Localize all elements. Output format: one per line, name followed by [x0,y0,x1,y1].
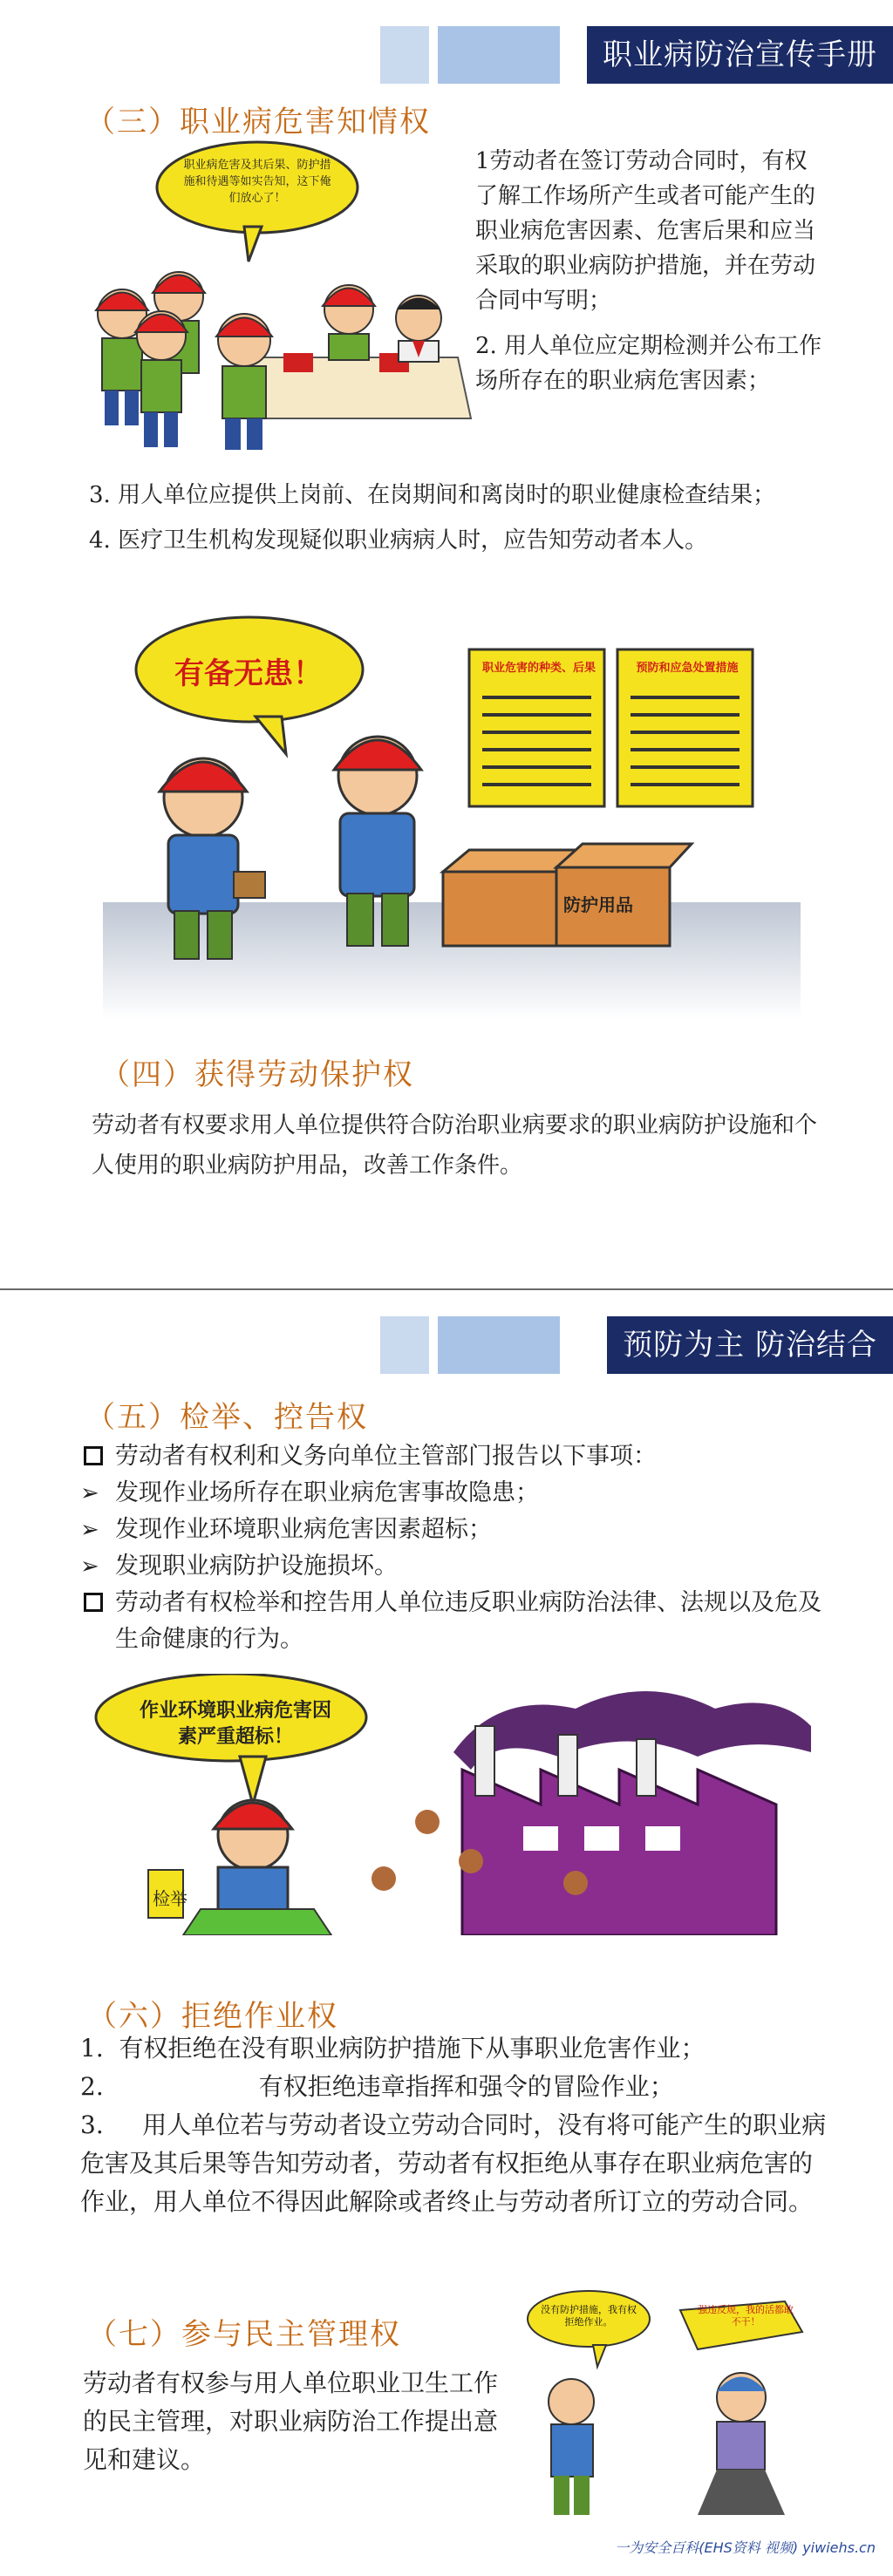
section-6-list [80,2029,830,2221]
list-item: 1. 有权拒绝在没有职业病防护措施下从事职业危害作业； [80,2034,706,2063]
section-3-point-2: 2. 用人单位应定期检测并公布工作场所存在的职业病危害因素； [475,333,822,394]
header-title: 职业病防治宣传手册 [587,26,893,84]
section-5-bubble-text: 作业环境职业病危害因素严重超标！ [140,1700,332,1748]
list-item: 3. 用人单位若与劳动者设立劳动合同时，没有将可能产生的职业病危害及其后果等告知劳动者，劳动者有权拒绝从事存在职业病危害的作业，用人单位不得因此解除或者终止与劳动者所订立的劳动合同。 [80,2110,827,2216]
header-block [380,26,429,84]
list-item-text: 劳动者有权检举和控告用人单位违反职业病防治法律、法规以及危及生命健康的行为。 [115,1589,821,1653]
page-2 [0,1290,893,2576]
header-decoration [380,26,560,84]
square-bullet-icon [84,1593,103,1612]
section-6-title: （六）拒绝作业权 [87,1999,338,2034]
list-item [80,1548,830,1585]
header-block [438,1316,560,1374]
report-sign: 检举 [153,1888,187,1909]
list-item: 2. 有权拒绝违章指挥和强令的冒险作业； [80,2072,674,2101]
square-bullet-icon [84,1446,103,1465]
list-item-text: 劳动者有权利和义务向单位主管部门报告以下事项： [115,1443,657,1470]
section-5-list [80,1438,830,1658]
list-item-text: 发现作业环境职业病危害因素超标； [115,1516,492,1543]
section-4-title: （四）获得劳动保护权 [100,1057,414,1092]
section-3-bottom-text [89,478,821,568]
section-3-title: （三）职业病危害知情权 [85,105,431,139]
section-7-title: （七）参与民主管理权 [87,2317,401,2352]
section-4-text: 劳动者有权要求用人单位提供符合防治职业病要求的职业病防护设施和个人使用的职业病防护用品，改善工作条件。 [92,1112,818,1179]
section-5-title: （五）检举、控告权 [85,1400,368,1435]
board-2-title: 预防和应急处置措施 [636,662,739,675]
box-label: 防护用品 [563,894,633,915]
arrow-bullet-icon: ➢ [80,1517,99,1543]
board-1-title: 职业危害的种类、后果 [481,662,596,675]
section-3-point-3: 3. 用人单位应提供上岗前、在岗期间和离岗时的职业健康检查结果； [89,482,776,508]
list-item [80,1438,830,1475]
header-block [380,1316,429,1374]
list-item [80,1475,830,1512]
section-7-bubble-right: 强违反规，我的活都敢不干！ [698,2304,794,2328]
header-block [438,26,560,84]
section-7-text: 劳动者有权参与用人单位职业卫生工作的民主管理，对职业病防治工作提出意见和建议。 [83,2369,499,2474]
list-item-text: 发现作业场所存在职业病危害事故隐患； [115,1479,539,1506]
list-item [80,1585,830,1658]
section-7-bubble-left: 没有防护措施，我有权拒绝作业。 [541,2304,637,2328]
header-title: 预防为主 防治结合 [607,1316,893,1374]
header-decoration [380,1316,560,1374]
section-3-point-4: 4. 医疗卫生机构发现疑似职业病病人时，应告知劳动者本人。 [89,527,708,554]
arrow-bullet-icon: ➢ [80,1480,99,1506]
illustration-2-bubble-text: 有备无患！ [174,656,323,691]
section-3-bubble-text: 职业病危害及其后果、防护措施和待遇等如实告知，这下俺们放心了！ [183,159,331,205]
list-item [80,1512,830,1548]
section-3-right-text [475,144,824,409]
section-3-point-1: 1劳动者在签订劳动合同时，有权了解工作场所产生或者可能产生的职业病危害因素、危害后果和应当采取的职业病防护措施，并在劳动合同中写明； [475,148,816,314]
list-item-text: 发现职业病防护设施损坏。 [115,1553,398,1580]
footer-source: 一为安全百科(EHS资料 视频) yiwiehs.cn [615,2539,876,2556]
arrow-bullet-icon: ➢ [80,1553,99,1580]
